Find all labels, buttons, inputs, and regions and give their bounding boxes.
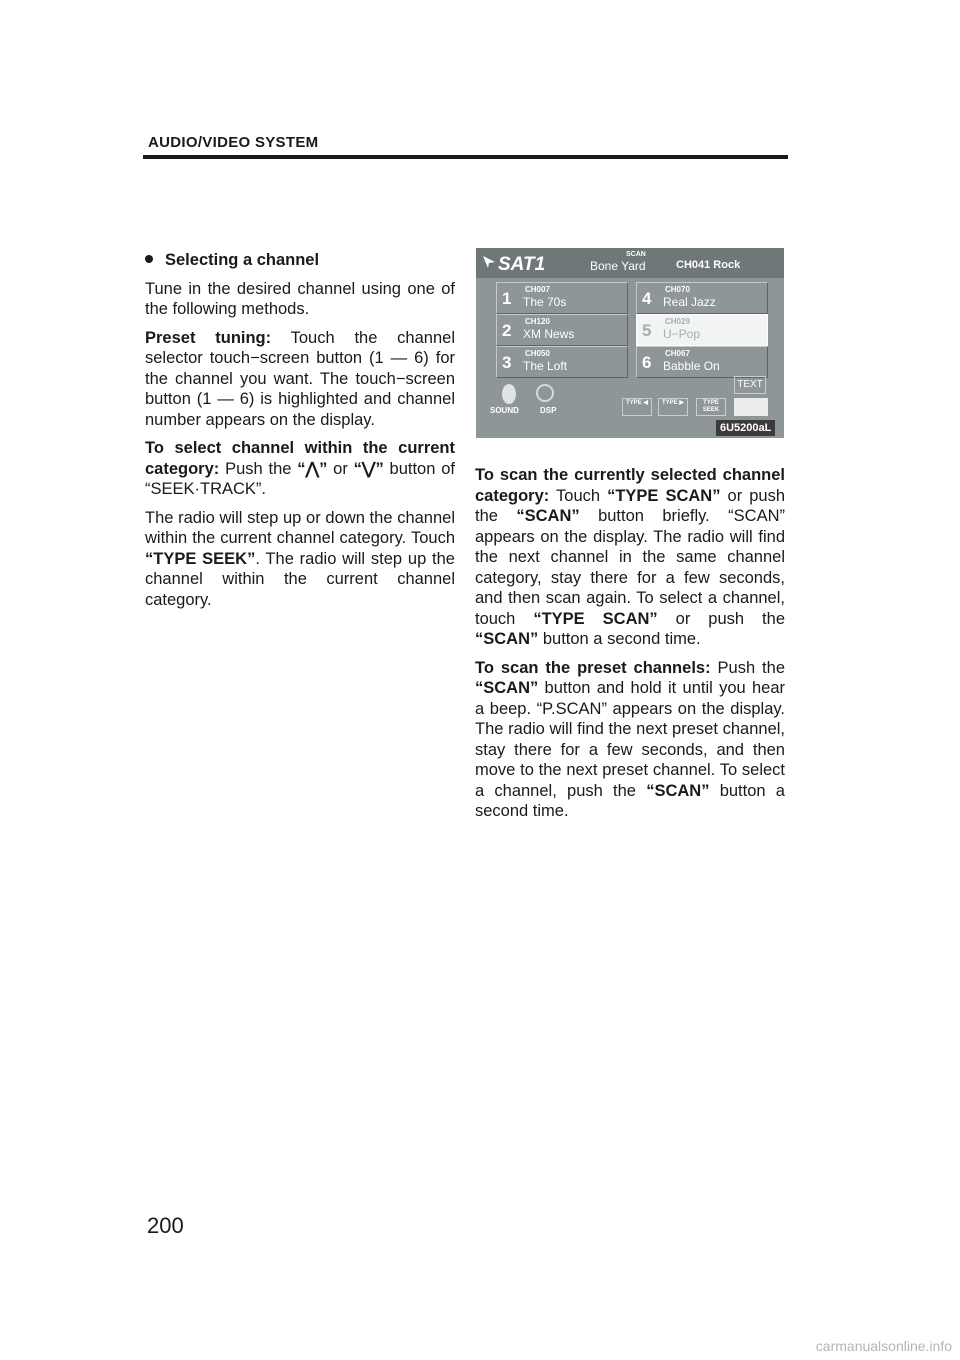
section-heading-text: Selecting a channel bbox=[165, 251, 320, 269]
current-channel-name: Bone Yard bbox=[590, 259, 646, 273]
scan-term-4: “SCAN” bbox=[646, 781, 710, 800]
page-number: 200 bbox=[147, 1213, 184, 1238]
down-key: “⋁” bbox=[353, 459, 384, 478]
up-key: “⋀” bbox=[297, 459, 328, 478]
preset-button-4[interactable] bbox=[636, 282, 768, 314]
type-seek-term: “TYPE SEEK” bbox=[145, 549, 256, 568]
radio-screen-figure bbox=[476, 248, 784, 438]
preset-name: The Loft bbox=[523, 359, 568, 373]
preset-name: The 70s bbox=[523, 295, 567, 309]
or-word: or bbox=[327, 459, 354, 478]
scan-term: “SCAN” bbox=[516, 507, 580, 525]
scan-indicator: SCAN bbox=[626, 251, 646, 258]
preset-number: 4 bbox=[642, 289, 652, 308]
scan-category-text: button briefly. “SCAN” appears on the display. The radio will find the next channel in the same channel category, stay there for a few seconds, and then scan again. To select a channel, touch bbox=[475, 507, 785, 628]
type-prev-button[interactable]: TYPE ◀ bbox=[622, 398, 652, 416]
touch-word: Touch bbox=[549, 486, 608, 505]
preset-channel: CH070 bbox=[665, 285, 690, 294]
scan-category-paragraph bbox=[475, 465, 785, 650]
preset-channel: CH050 bbox=[525, 349, 550, 358]
type-scan-term-2: “TYPE SCAN” bbox=[533, 609, 658, 628]
sound-icon bbox=[502, 384, 516, 404]
type-scan-button[interactable] bbox=[734, 398, 768, 416]
preset-paragraph bbox=[145, 328, 455, 431]
dsp-icon bbox=[536, 384, 554, 402]
running-header: AUDIO/VIDEO SYSTEM bbox=[148, 134, 319, 151]
within-label: To select channel within the current category: bbox=[145, 439, 455, 478]
figure-label: 6U5200aL bbox=[716, 420, 775, 436]
type-seek-button[interactable]: TYPE SEEK bbox=[696, 398, 726, 416]
dsp-button[interactable]: DSP bbox=[540, 406, 557, 415]
within-text-1: Push the bbox=[219, 459, 298, 478]
within-text-2: button of “SEEK·TRACK”. bbox=[145, 459, 455, 498]
preset-channel: CH029 bbox=[665, 317, 690, 326]
watermark: carmanualsonline.info bbox=[815, 1338, 952, 1354]
type-next-button[interactable]: TYPE ▶ bbox=[658, 398, 688, 416]
bullet-icon bbox=[145, 255, 153, 263]
preset-button-1[interactable] bbox=[496, 282, 628, 314]
push-the-2: or push the bbox=[657, 609, 785, 628]
scan-term-3: “SCAN” bbox=[475, 679, 539, 697]
scan-category-end: button a second time. bbox=[538, 630, 701, 648]
header-rule bbox=[143, 155, 788, 159]
preset-button-3[interactable] bbox=[496, 346, 628, 378]
right-column bbox=[475, 465, 785, 830]
text-button[interactable]: TEXT bbox=[734, 376, 766, 394]
type-scan-term: “TYPE SCAN” bbox=[607, 486, 721, 505]
intro-paragraph: Tune in the desired channel using one of the following methods. bbox=[145, 279, 455, 318]
current-channel-info: CH041 Rock bbox=[676, 259, 741, 271]
preset-number: 5 bbox=[642, 321, 652, 340]
preset-label: Preset tuning: bbox=[145, 328, 272, 347]
left-column bbox=[145, 250, 455, 618]
preset-name: Babble On bbox=[663, 359, 720, 373]
preset-channel: CH120 bbox=[525, 317, 550, 326]
preset-name: U−Pop bbox=[663, 327, 701, 341]
preset-button-2[interactable] bbox=[496, 314, 628, 346]
preset-scan-end: button a second time. bbox=[475, 781, 785, 820]
push-word: Push the bbox=[710, 658, 785, 677]
scan-term-2: “SCAN” bbox=[475, 630, 539, 648]
preset-button-6[interactable] bbox=[636, 346, 768, 378]
preset-number: 6 bbox=[642, 353, 652, 372]
preset-scan-text: button and hold it until you hear a beep. “P.SCAN” appears on the display. The radio will find the next preset channel, stay there for a few seconds, and then move to the next preset channel. To select a channel, push the bbox=[475, 679, 785, 800]
sat-logo: SAT1 bbox=[498, 254, 546, 275]
preset-number: 1 bbox=[502, 289, 512, 308]
preset-scan-paragraph bbox=[475, 658, 785, 822]
preset-button-5[interactable] bbox=[636, 314, 768, 346]
scan-category-label: To scan the currently selected channel category: bbox=[475, 466, 785, 505]
preset-text: Touch the channel selector touch−screen button (1 — 6) for the channel you want. The touch−screen button (1 — 6) is highlighted and channel number appears on the display. bbox=[145, 328, 455, 429]
section-heading bbox=[145, 250, 455, 271]
within-paragraph bbox=[145, 438, 455, 500]
step-paragraph bbox=[145, 508, 455, 611]
preset-number: 2 bbox=[502, 321, 512, 340]
push-the: or push the bbox=[475, 486, 786, 525]
sound-button[interactable]: SOUND bbox=[490, 406, 519, 415]
preset-number: 3 bbox=[502, 353, 512, 372]
step-text-2: . The radio will step up the channel within the current channel category. bbox=[145, 549, 455, 609]
preset-channel: CH007 bbox=[525, 285, 550, 294]
preset-scan-label: To scan the preset channels: bbox=[475, 658, 711, 677]
preset-channel: CH067 bbox=[665, 349, 690, 358]
step-text-1: The radio will step up or down the channel within the current channel category. Touch bbox=[145, 508, 455, 547]
satellite-icon bbox=[482, 255, 496, 269]
preset-name: XM News bbox=[523, 327, 575, 341]
preset-name: Real Jazz bbox=[663, 295, 716, 309]
